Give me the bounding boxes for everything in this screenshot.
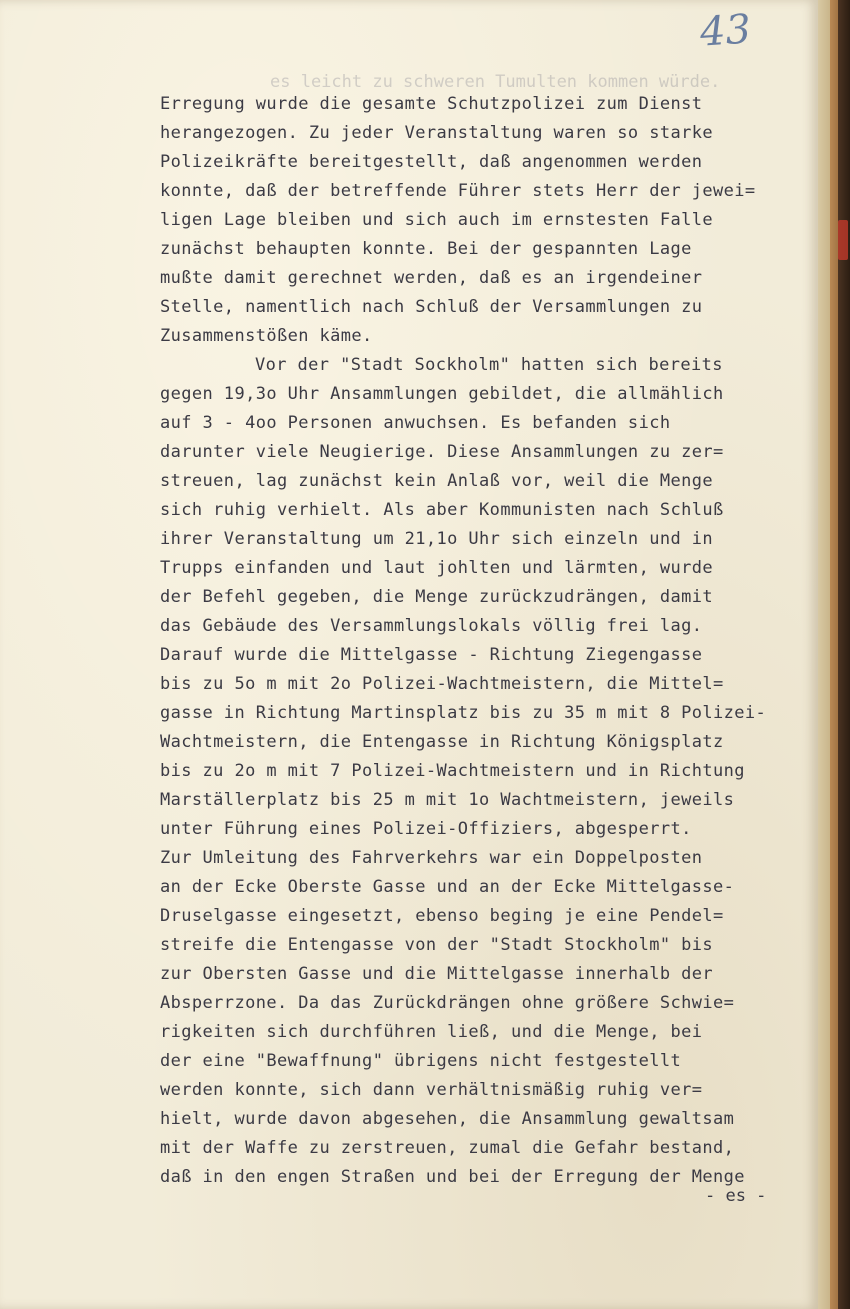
text-line: gegen 19,3o Uhr Ansammlungen gebildet, die allmählich [160,384,724,404]
text-line: das Gebäude des Versammlungslokals völlig frei lag. [160,616,703,636]
text-line: herangezogen. Zu jeder Veranstaltung waren so starke [160,123,714,143]
text-line: ligen Lage bleiben und sich auch im ernstesten Falle [160,210,714,230]
text-line: konnte, daß der betreffende Führer stets Herr der jewei= [160,181,756,201]
text-line: mußte damit gerechnet werden, daß es an irgendeiner [160,268,703,288]
binder-spine [838,0,850,1309]
text-line: Absperrzone. Da das Zurückdrängen ohne größere Schwie= [160,993,735,1013]
handwritten-page-number: 43 [698,6,753,56]
text-line: darunter viele Neugierige. Diese Ansammlungen zu zer= [160,442,724,462]
text-line: mit der Waffe zu zerstreuen, zumal die Gefahr bestand, [160,1138,735,1158]
folder-edge [830,0,838,1309]
bleed-through-text: es leicht zu schweren Tumulten kommen würde. [270,72,721,92]
text-line: Erregung wurde die gesamte Schutzpolizei zum Dienst [160,94,703,114]
text-line: gasse in Richtung Martinsplatz bis zu 35 m mit 8 Polizei- [160,703,767,723]
text-line: streife die Entengasse von der "Stadt Stockholm" bis [160,935,714,955]
text-line: Polizeikräfte bereitgestellt, daß angenommen werden [160,152,703,172]
text-line: auf 3 - 4oo Personen anwuchsen. Es befanden sich [160,413,671,433]
text-line: Stelle, namentlich nach Schluß der Versammlungen zu [160,297,703,317]
text-line: daß in den engen Straßen und bei der Erregung der Menge [160,1167,745,1187]
page-edge [818,0,830,1309]
text-line: Druselgasse eingesetzt, ebenso beging je eine Pendel= [160,906,724,926]
text-line: Trupps einfanden und laut johlten und lärmten, wurde [160,558,714,578]
text-line: rigkeiten sich durchführen ließ, und die Menge, bei [160,1022,703,1042]
typed-body-text [160,90,820,1192]
text-line: zur Obersten Gasse und die Mittelgasse innerhalb der [160,964,714,984]
text-line: Darauf wurde die Mittelgasse - Richtung Ziegengasse [160,645,703,665]
red-tab-mark [838,220,848,260]
catchword: - es - [705,1186,767,1206]
text-line: sich ruhig verhielt. Als aber Kommunisten nach Schluß [160,500,724,520]
text-line: an der Ecke Oberste Gasse und an der Ecke Mittelgasse- [160,877,735,897]
text-line: hielt, wurde davon abgesehen, die Ansammlung gewaltsam [160,1109,735,1129]
text-line: Zur Umleitung des Fahrverkehrs war ein Doppelposten [160,848,703,868]
text-line: Vor der "Stadt Sockholm" hatten sich bereits [255,355,723,375]
text-line: Zusammenstößen käme. [160,326,373,346]
text-line: bis zu 5o m mit 2o Polizei-Wachtmeistern, die Mittel= [160,674,724,694]
text-line: werden konnte, sich dann verhältnismäßig ruhig ver= [160,1080,703,1100]
text-line: bis zu 2o m mit 7 Polizei-Wachtmeistern und in Richtung [160,761,745,781]
text-line: zunächst behaupten konnte. Bei der gespannten Lage [160,239,692,259]
text-line: Marställerplatz bis 25 m mit 1o Wachtmeistern, jeweils [160,790,735,810]
text-line: unter Führung eines Polizei-Offiziers, abgesperrt. [160,819,692,839]
text-line: ihrer Veranstaltung um 21,1o Uhr sich einzeln und in [160,529,714,549]
text-line: der eine "Bewaffnung" übrigens nicht festgestellt [160,1051,682,1071]
text-line: streuen, lag zunächst kein Anlaß vor, weil die Menge [160,471,714,491]
text-line: Wachtmeistern, die Entengasse in Richtung Königsplatz [160,732,724,752]
text-line: der Befehl gegeben, die Menge zurückzudrängen, damit [160,587,714,607]
